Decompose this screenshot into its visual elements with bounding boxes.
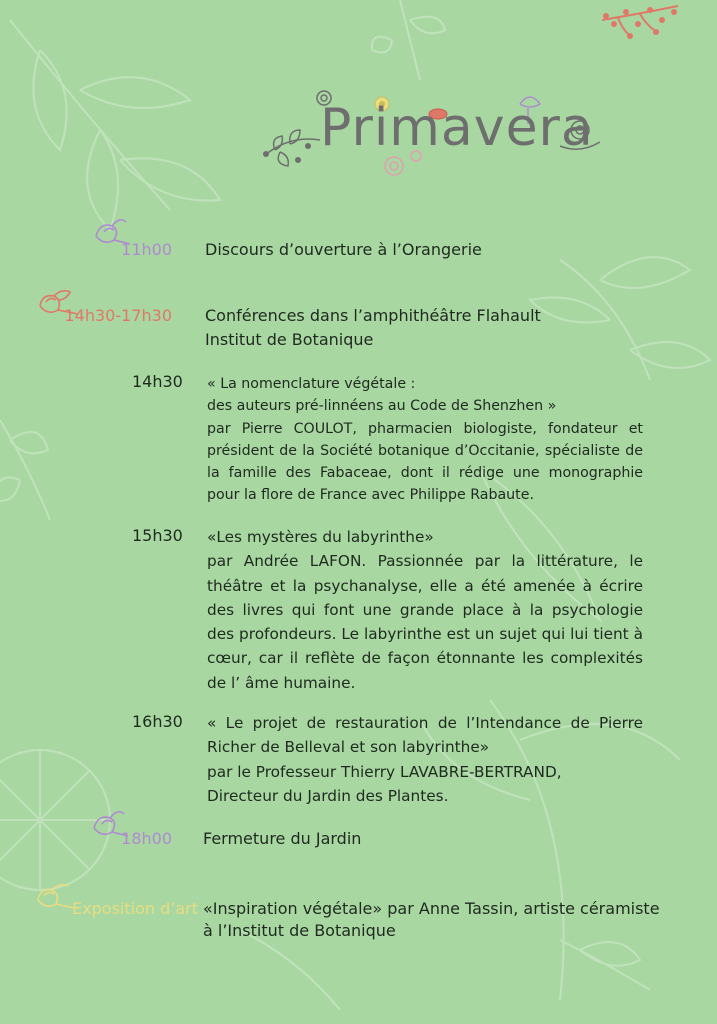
talk-1	[207, 373, 643, 507]
exhibition-label: Exposition d’art	[72, 899, 198, 918]
opening-text: Discours d’ouverture à l’Orangerie	[205, 240, 482, 259]
talk-2-time: 15h30	[132, 526, 183, 545]
talk-3-speaker-line1: par le Professeur Thierry LAVABRE-BERTRAND,	[207, 762, 562, 781]
yellow-flower-icon	[32, 880, 76, 914]
opening-time: 11h00	[121, 240, 172, 259]
talk-3-time: 16h30	[132, 712, 183, 731]
exhibition-line2: à l’Institut de Botanique	[203, 921, 396, 940]
closing-text: Fermeture du Jardin	[203, 829, 362, 848]
talk-2	[207, 525, 643, 695]
conferences-line1: Conférences dans l’amphithéâtre Flahault	[205, 306, 541, 325]
page-title: Primavera	[320, 98, 594, 158]
talk-2-description: par Andrée LAFON. Passionnée par la littérature, le théâtre et la psychanalyse, elle a été amenée à écrire des livres qui font une grande place à la psychologie des profondeurs. Le labyrinthe est un sujet qui lui tient à cœur, car il reflète de façon étonnante les complexités de l’ âme humaine.	[207, 552, 643, 692]
talk-3-title: « Le projet de restauration de l’Intendance de Pierre Richer de Belleval et son labyrinthe»	[207, 714, 643, 757]
coral-sprig-icon	[598, 2, 683, 42]
closing-time: 18h00	[121, 829, 172, 848]
talk-1-time: 14h30	[132, 372, 183, 391]
talk-3	[207, 711, 643, 808]
talk-1-description: par Pierre COULOT, pharmacien biologiste, fondateur et président de la Société botanique d’Occitanie, spécialiste de la famille des Fabaceae, dont il rédige une monographie pour la flore de France avec Philippe Rabaute.	[207, 420, 643, 504]
talk-1-title-line1: « La nomenclature végétale :	[207, 376, 416, 392]
talk-3-speaker-line2: Directeur du Jardin des Plantes.	[207, 786, 449, 805]
talk-2-title: «Les mystères du labyrinthe»	[207, 528, 434, 546]
conferences-line2: Institut de Botanique	[205, 330, 374, 349]
exhibition-line1: «Inspiration végétale» par Anne Tassin, artiste céramiste	[203, 899, 660, 918]
talk-1-title-line2: des auteurs pré-linnéens au Code de Shenzhen »	[207, 398, 557, 415]
conferences-time: 14h30-17h30	[64, 306, 172, 325]
